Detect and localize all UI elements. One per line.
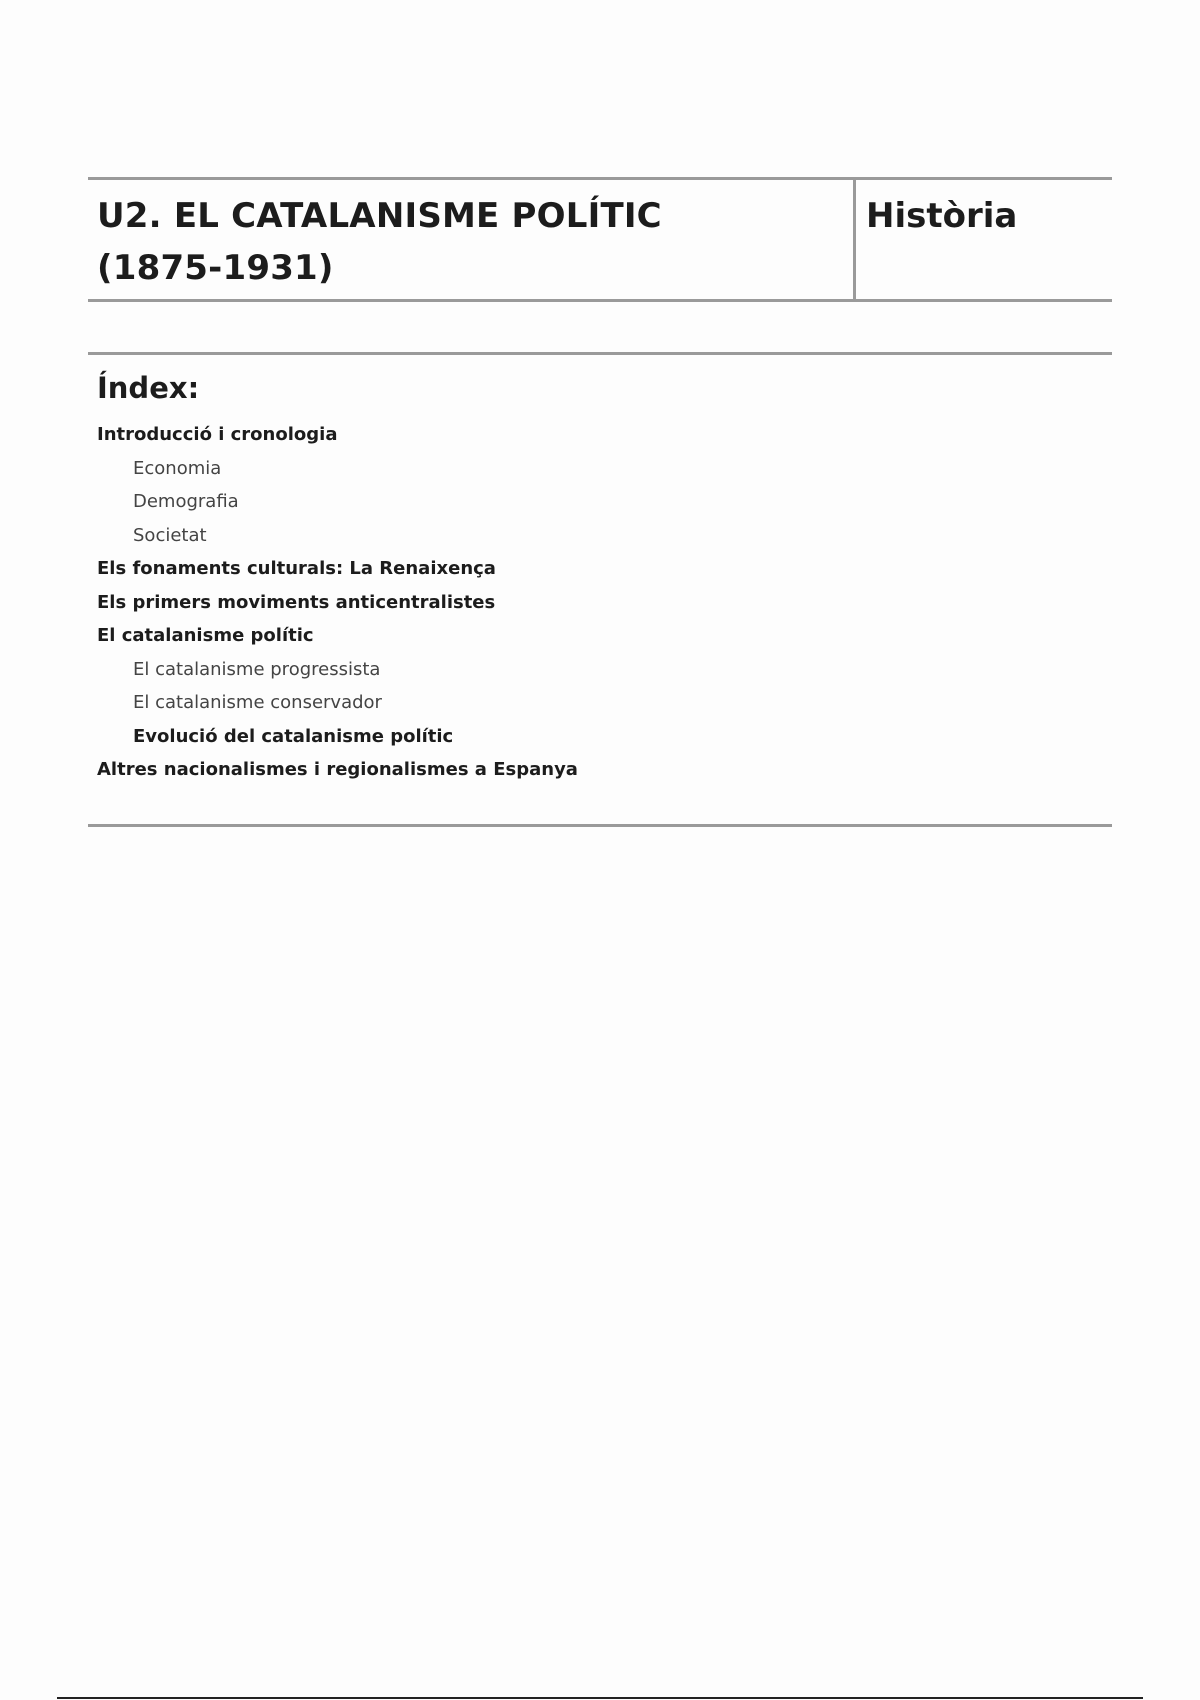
header-table <box>88 177 1112 302</box>
title-cell <box>88 180 856 299</box>
toc-item-demografia[interactable]: Demografia <box>133 491 239 512</box>
toc-item-anticentralistes[interactable]: Els primers moviments anticentralistes <box>97 591 496 613</box>
toc-item-economia[interactable]: Economia <box>133 457 222 479</box>
subject-cell <box>856 180 1112 299</box>
footer-divider <box>57 1697 1143 1699</box>
unit-title-line-2: (1875-1931) <box>97 248 334 288</box>
toc-item-conservador[interactable]: El catalanisme conservador <box>133 692 382 713</box>
unit-title <box>97 190 845 294</box>
index-heading: Índex: <box>97 371 200 405</box>
table-of-contents <box>88 352 1112 827</box>
toc-item-evolucio[interactable]: Evolució del catalanisme polític <box>133 725 454 747</box>
toc-item-societat[interactable]: Societat <box>133 524 207 546</box>
unit-title-line-1: U2. EL CATALANISME POLÍTIC <box>97 196 662 236</box>
toc-item-renaixenca[interactable]: Els fonaments culturals: La Renaixença <box>97 558 496 579</box>
subject-label: Història <box>866 196 1018 236</box>
toc-item-introduccio[interactable]: Introducció i cronologia <box>97 424 338 445</box>
toc-item-progressista[interactable]: El catalanisme progressista <box>133 658 381 680</box>
toc-item-catalanisme-politic[interactable]: El catalanisme polític <box>97 625 314 646</box>
toc-item-altres-nacionalismes[interactable]: Altres nacionalismes i regionalismes a Espanya <box>97 759 578 780</box>
